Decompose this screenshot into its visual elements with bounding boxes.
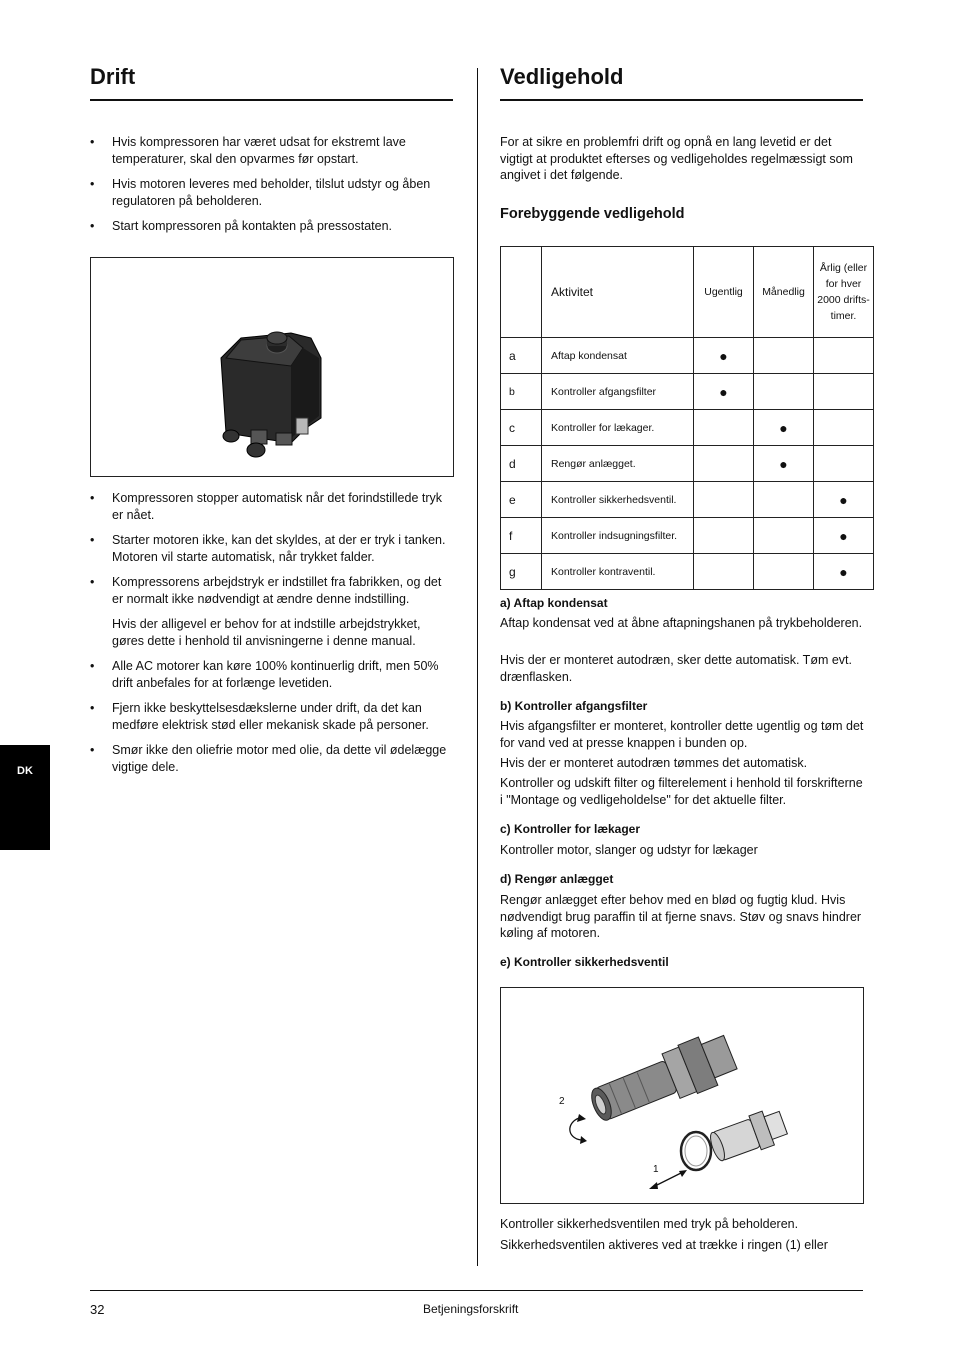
footer-rule bbox=[90, 1290, 863, 1291]
left-bullets-top bbox=[90, 134, 455, 244]
row-yearly: ● bbox=[814, 482, 874, 518]
footer-doc-title: Betjeningsforskrift bbox=[423, 1302, 519, 1316]
column-divider bbox=[477, 68, 478, 1266]
section-d-p1: Rengør anlægget efter behov med en blød og fugtig klud. Hvis nødvendigt brug paraffin til at fjerne snavs. Støv og snavs hindrer køling af motoren. bbox=[500, 893, 862, 940]
section-b-p3: Kontroller og udskift filter og filterelement i henhold til forskrifterne i "Montage og vedligeholdelse" for det aktuelle filter. bbox=[500, 776, 863, 807]
bullet-item: • Fjern ikke beskyttelsesdækslerne under drift, da det kan medføre elektrisk stød eller mekanisk skade på personer. bbox=[90, 700, 455, 733]
bullet-item: • Hvis kompressoren har været udsat for ekstremt lave temperaturer, skal den opvarmes før opstart. bbox=[90, 134, 455, 167]
section-b-title: b) Kontroller afgangsfilter bbox=[500, 699, 648, 713]
right-title-rule bbox=[500, 99, 863, 101]
row-monthly bbox=[754, 338, 814, 374]
section-e-title: e) Kontroller sikkerhedsventil bbox=[500, 955, 669, 969]
row-key: f bbox=[501, 518, 542, 554]
row-monthly: ● bbox=[754, 446, 814, 482]
row-weekly bbox=[694, 410, 754, 446]
header-weekly: Ugentlig bbox=[694, 247, 754, 338]
figure-label-2: 2 bbox=[559, 1096, 565, 1107]
header-activity: Aktivitet bbox=[542, 247, 694, 338]
section-b-p2: Hvis der er monteret autodræn tømmes det automatisk. bbox=[500, 756, 808, 770]
bullet-item: • Smør ikke den oliefrie motor med olie, da dette vil ødelægge vigtige dele. bbox=[90, 742, 455, 775]
row-key: d bbox=[501, 446, 542, 482]
row-yearly bbox=[814, 410, 874, 446]
row-yearly bbox=[814, 446, 874, 482]
row-monthly bbox=[754, 518, 814, 554]
right-title: Vedligehold bbox=[500, 64, 624, 89]
bullet-item: • Hvis motoren leveres med beholder, tilslut udstyr og åben regulatoren på beholderen. bbox=[90, 176, 455, 209]
row-key: g bbox=[501, 554, 542, 590]
row-key: e bbox=[501, 482, 542, 518]
section-b-p1: Hvis afgangsfilter er monteret, kontroller dette ugentlig og tøm det for vand ved at presse knappen i bunden op. bbox=[500, 719, 864, 750]
row-yearly bbox=[814, 338, 874, 374]
section-subtitle: Forebyggende vedligehold bbox=[500, 206, 685, 222]
row-activity: Kontroller indsugningsfilter. bbox=[542, 518, 694, 554]
table-row bbox=[501, 482, 874, 518]
left-title-rule bbox=[90, 99, 453, 101]
row-weekly bbox=[694, 446, 754, 482]
row-weekly bbox=[694, 518, 754, 554]
row-monthly bbox=[754, 554, 814, 590]
row-yearly bbox=[814, 374, 874, 410]
left-bullets-bottom bbox=[90, 490, 455, 784]
table-row bbox=[501, 518, 874, 554]
section-e-p1: Kontroller sikkerhedsventilen med tryk på beholderen. bbox=[500, 1217, 799, 1231]
row-activity: Aftap kondensat bbox=[542, 338, 694, 374]
header-monthly: Månedlig bbox=[754, 247, 814, 338]
row-weekly: ● bbox=[694, 374, 754, 410]
table-row bbox=[501, 374, 874, 410]
row-weekly bbox=[694, 482, 754, 518]
row-weekly: ● bbox=[694, 338, 754, 374]
bullet-item: • Start kompressoren på kontakten på pressostaten. bbox=[90, 218, 455, 235]
figure-label-1: 1 bbox=[653, 1164, 659, 1175]
left-title: Drift bbox=[90, 64, 136, 89]
row-monthly bbox=[754, 374, 814, 410]
row-activity: Kontroller for lækager. bbox=[542, 410, 694, 446]
row-weekly bbox=[694, 554, 754, 590]
maintenance-table bbox=[500, 246, 874, 590]
table-row bbox=[501, 338, 874, 374]
row-yearly: ● bbox=[814, 554, 874, 590]
section-a-title: a) Aftap kondensat bbox=[500, 596, 608, 610]
pressure-switch-figure bbox=[90, 257, 454, 477]
row-yearly: ● bbox=[814, 518, 874, 554]
section-c-title: c) Kontroller for lækager bbox=[500, 822, 641, 836]
section-d-title: d) Rengør anlægget bbox=[500, 872, 614, 886]
section-e-p2: Sikkerhedsventilen aktiveres ved at trække i ringen (1) eller bbox=[500, 1238, 828, 1252]
header-yearly: Årlig (eller for hver 2000 drifts-timer. bbox=[814, 247, 874, 338]
row-monthly: ● bbox=[754, 410, 814, 446]
intro-paragraph: For at sikre en problemfri drift og opnå en lang levetid er det vigtigt at produktet efterses og vedligeholdes regelmæssigt som angivet i det følgende. bbox=[500, 135, 853, 182]
row-activity: Kontroller sikkerhedsventil. bbox=[542, 482, 694, 518]
section-a-p2: Hvis der er monteret autodræn, sker dette automatisk. Tøm evt. drænflasken. bbox=[500, 653, 852, 684]
bullet-item: Hvis der alligevel er behov for at indstille arbejdstrykket, gøres dette i henhold til anvisningerne i denne manual. bbox=[112, 617, 421, 648]
row-activity: Rengør anlægget. bbox=[542, 446, 694, 482]
safety-valve-illustration bbox=[501, 988, 863, 1203]
safety-valve-figure bbox=[500, 987, 864, 1204]
bullet-item: • Kompressorens arbejdstryk er indstillet fra fabrikken, og det er normalt ikke nødvendigt at ændre denne indstilling. bbox=[90, 574, 455, 607]
bullet-item: • Starter motoren ikke, kan det skyldes, at der er tryk i tanken. Motoren vil starte automatisk, når trykket falder. bbox=[90, 532, 455, 565]
table-row bbox=[501, 446, 874, 482]
table-row bbox=[501, 410, 874, 446]
pressure-switch-illustration bbox=[91, 258, 453, 476]
row-key: a bbox=[501, 338, 542, 374]
language-tab: DK bbox=[0, 745, 50, 850]
row-activity: Kontroller kontraventil. bbox=[542, 554, 694, 590]
page-number: 32 bbox=[90, 1302, 105, 1317]
bullet-item: • Kompressoren stopper automatisk når det forindstillede tryk er nået. bbox=[90, 490, 455, 523]
bullet-item: • Alle AC motorer kan køre 100% kontinuerlig drift, men 50% drift anbefales for at forlænge levetiden. bbox=[90, 658, 455, 691]
row-monthly bbox=[754, 482, 814, 518]
header-key bbox=[501, 247, 542, 338]
section-a-p1: Aftap kondensat ved at åbne aftapningshanen på trykbeholderen. bbox=[500, 616, 863, 630]
table-header-row bbox=[501, 247, 874, 338]
row-key: c bbox=[501, 410, 542, 446]
row-key: b bbox=[501, 374, 542, 410]
table-row bbox=[501, 554, 874, 590]
section-c-p1: Kontroller motor, slanger og udstyr for lækager bbox=[500, 843, 758, 857]
row-activity: Kontroller afgangsfilter bbox=[542, 374, 694, 410]
